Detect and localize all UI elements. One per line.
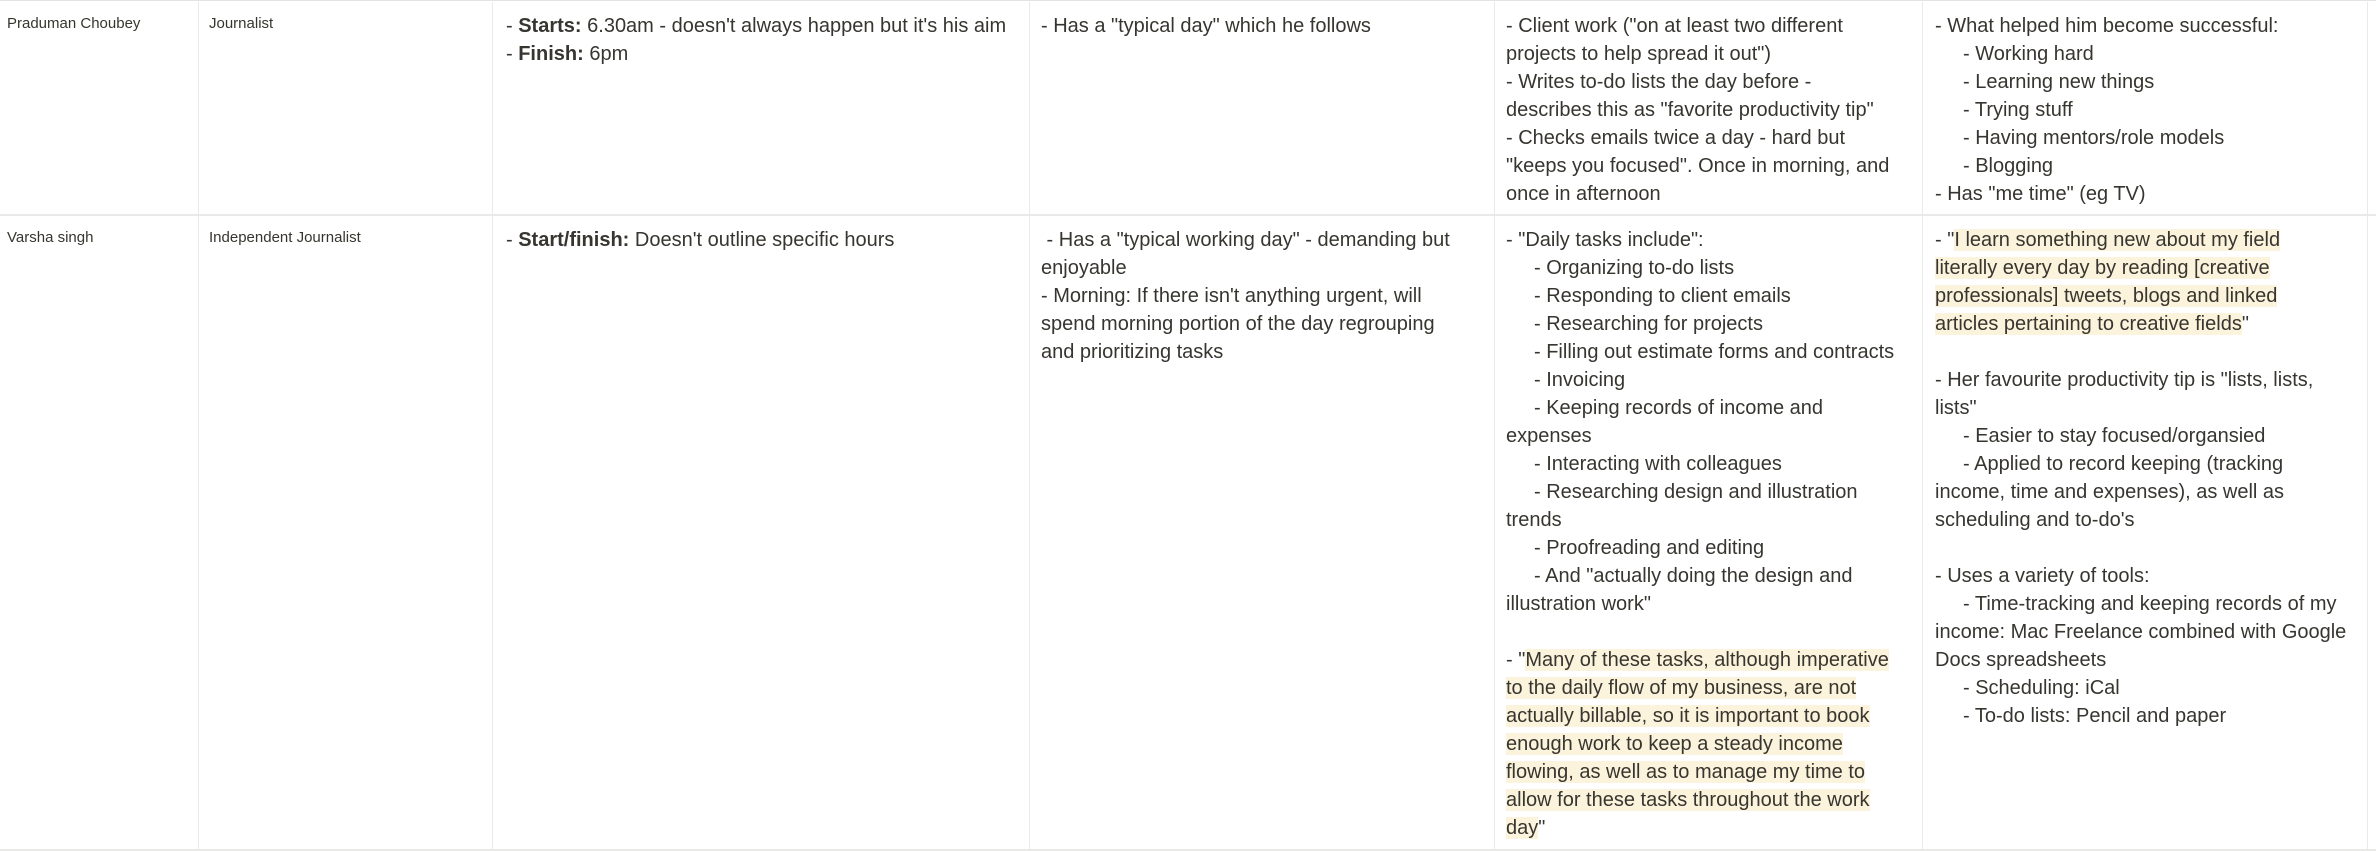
highlighted-quote: articles pertaining to creative fields	[1935, 313, 2242, 335]
name-cell[interactable]	[0, 216, 199, 849]
task-bullet: - And "actually doing the design and	[1534, 565, 1853, 587]
task-bullet: - Organizing to-do lists	[1534, 257, 1735, 279]
task-bullet: - Filling out estimate forms and contracts	[1534, 341, 1895, 363]
notes-line: - Has "me time" (eg TV)	[1935, 183, 2146, 205]
quote-suffix: "	[2241, 313, 2249, 335]
highlighted-quote: allow for these tasks throughout the work	[1506, 789, 1870, 811]
task-bullet: - Interacting with colleagues	[1534, 453, 1782, 475]
name-cell[interactable]	[0, 2, 199, 214]
notes-line: - Her favourite productivity tip is "lists, lists,	[1935, 369, 2314, 391]
person-name: Praduman Choubey	[7, 15, 141, 32]
notes-bullet: - Time-tracking and keeping records of my	[1963, 593, 2337, 615]
tasks-line: - Client work ("on at least two different	[1506, 15, 1843, 37]
person-role: Independent Journalist	[209, 229, 361, 246]
notes-bullet: - Learning new things	[1963, 71, 2155, 93]
routine-line: - Has a "typical day" which he follows	[1041, 15, 1371, 37]
task-bullet: - Keeping records of income and	[1534, 397, 1824, 419]
hours-text: Doesn't outline specific hours	[629, 229, 895, 251]
quote-line	[1935, 254, 2359, 282]
task-bullet-cont: expenses	[1506, 425, 1592, 447]
highlighted-quote: Many of these tasks, although imperative	[1525, 649, 1889, 671]
table-row	[0, 2, 2376, 216]
highlighted-quote: enough work to keep a steady income	[1506, 733, 1843, 755]
quote-line	[1506, 814, 1910, 842]
role-cell[interactable]	[199, 2, 493, 214]
notes-bullet-cont: scheduling and to-do's	[1935, 509, 2135, 531]
notes-bullet: - Having mentors/role models	[1963, 127, 2225, 149]
notes-bullet: - Easier to stay focused/organsied	[1963, 425, 2266, 447]
hours-label: Start/finish:	[518, 229, 630, 251]
notes-bullet: - Blogging	[1963, 155, 2054, 177]
quote-line	[1506, 702, 1910, 730]
notes-line: lists"	[1935, 397, 1977, 419]
person-name: Varsha singh	[7, 229, 94, 246]
tasks-line: - "Daily tasks include":	[1506, 229, 1704, 251]
notes-bullet: - To-do lists: Pencil and paper	[1963, 705, 2227, 727]
routine-line: - Has a "typical working day" - demanding but	[1041, 229, 1450, 251]
quote-line	[1935, 282, 2359, 310]
quote-prefix: - "	[1935, 229, 1955, 251]
hours-text: 6pm	[583, 43, 629, 65]
tasks-line: once in afternoon	[1506, 183, 1661, 205]
person-role: Journalist	[209, 15, 274, 32]
quote-line	[1506, 758, 1910, 786]
highlighted-quote: professionals] tweets, blogs and linked	[1935, 285, 2278, 307]
notes-bullet-cont: Docs spreadsheets	[1935, 649, 2107, 671]
routine-line: spend morning portion of the day regrouping	[1041, 313, 1435, 335]
task-bullet-cont: trends	[1506, 509, 1562, 531]
quote-suffix: "	[1538, 817, 1546, 839]
highlighted-quote: to the daily flow of my business, are not	[1506, 677, 1857, 699]
hours-label: Starts:	[518, 15, 582, 37]
role-cell[interactable]	[199, 216, 493, 849]
routine-cell[interactable]	[1030, 2, 1495, 214]
tasks-line: describes this as "favorite productivity tip"	[1506, 99, 1874, 121]
notes-bullet: - Applied to record keeping (tracking	[1963, 453, 2284, 475]
quote-line	[1506, 674, 1910, 702]
task-bullet-cont: illustration work"	[1506, 593, 1651, 615]
hours-text: 6.30am - doesn't always happen but it's his aim	[581, 15, 1007, 37]
quote-prefix: - "	[1506, 649, 1526, 671]
task-bullet: - Responding to client emails	[1534, 285, 1791, 307]
notes-bullet: - Working hard	[1963, 43, 2094, 65]
hours-line: - Finish: 6pm	[506, 43, 629, 65]
notes-bullet-cont: income, time and expenses), as well as	[1935, 481, 2285, 503]
task-bullet: - Researching for projects	[1534, 313, 1763, 335]
hours-line: - Starts: 6.30am - doesn't always happen but it's his aim	[506, 15, 1007, 37]
quote-line	[1506, 786, 1910, 814]
routine-line: enjoyable	[1041, 257, 1127, 279]
notes-cell[interactable]	[1923, 216, 2368, 849]
hours-cell[interactable]	[493, 2, 1030, 214]
tasks-cell[interactable]	[1495, 2, 1923, 214]
routine-line: and prioritizing tasks	[1041, 341, 1224, 363]
highlighted-quote: I learn something new about my field	[1954, 229, 2281, 251]
hours-cell[interactable]	[493, 216, 1030, 849]
routine-cell[interactable]	[1030, 216, 1495, 849]
notes-line: - Uses a variety of tools:	[1935, 565, 2150, 587]
quote-line	[1506, 730, 1910, 758]
quote-line	[1506, 646, 1910, 674]
highlighted-quote: literally every day by reading [creative	[1935, 257, 2270, 279]
task-bullet: - Researching design and illustration	[1534, 481, 1858, 503]
tasks-line: - Checks emails twice a day - hard but	[1506, 127, 1846, 149]
quote-line	[1935, 226, 2359, 254]
notes-bullet: - Scheduling: iCal	[1963, 677, 2120, 699]
routine-line: - Morning: If there isn't anything urgent, will	[1041, 285, 1422, 307]
tasks-line: "keeps you focused". Once in morning, and	[1506, 155, 1890, 177]
tasks-line: - Writes to-do lists the day before -	[1506, 71, 1812, 93]
quote-line	[1935, 310, 2359, 338]
task-bullet: - Proofreading and editing	[1534, 537, 1765, 559]
hours-line: - Start/finish: Doesn't outline specific hours	[506, 229, 895, 251]
highlighted-quote: day	[1506, 817, 1539, 839]
notes-bullet-cont: income: Mac Freelance combined with Google	[1935, 621, 2347, 643]
task-bullet: - Invoicing	[1534, 369, 1626, 391]
tasks-cell[interactable]	[1495, 216, 1923, 849]
notes-bullet: - Trying stuff	[1963, 99, 2073, 121]
notes-line: - What helped him become successful:	[1935, 15, 2279, 37]
table-row	[0, 216, 2376, 851]
tasks-line: projects to help spread it out")	[1506, 43, 1772, 65]
hours-label: Finish:	[518, 43, 584, 65]
highlighted-quote: flowing, as well as to manage my time to	[1506, 761, 1866, 783]
highlighted-quote: actually billable, so it is important to book	[1506, 705, 1870, 727]
notes-cell[interactable]	[1923, 2, 2368, 214]
